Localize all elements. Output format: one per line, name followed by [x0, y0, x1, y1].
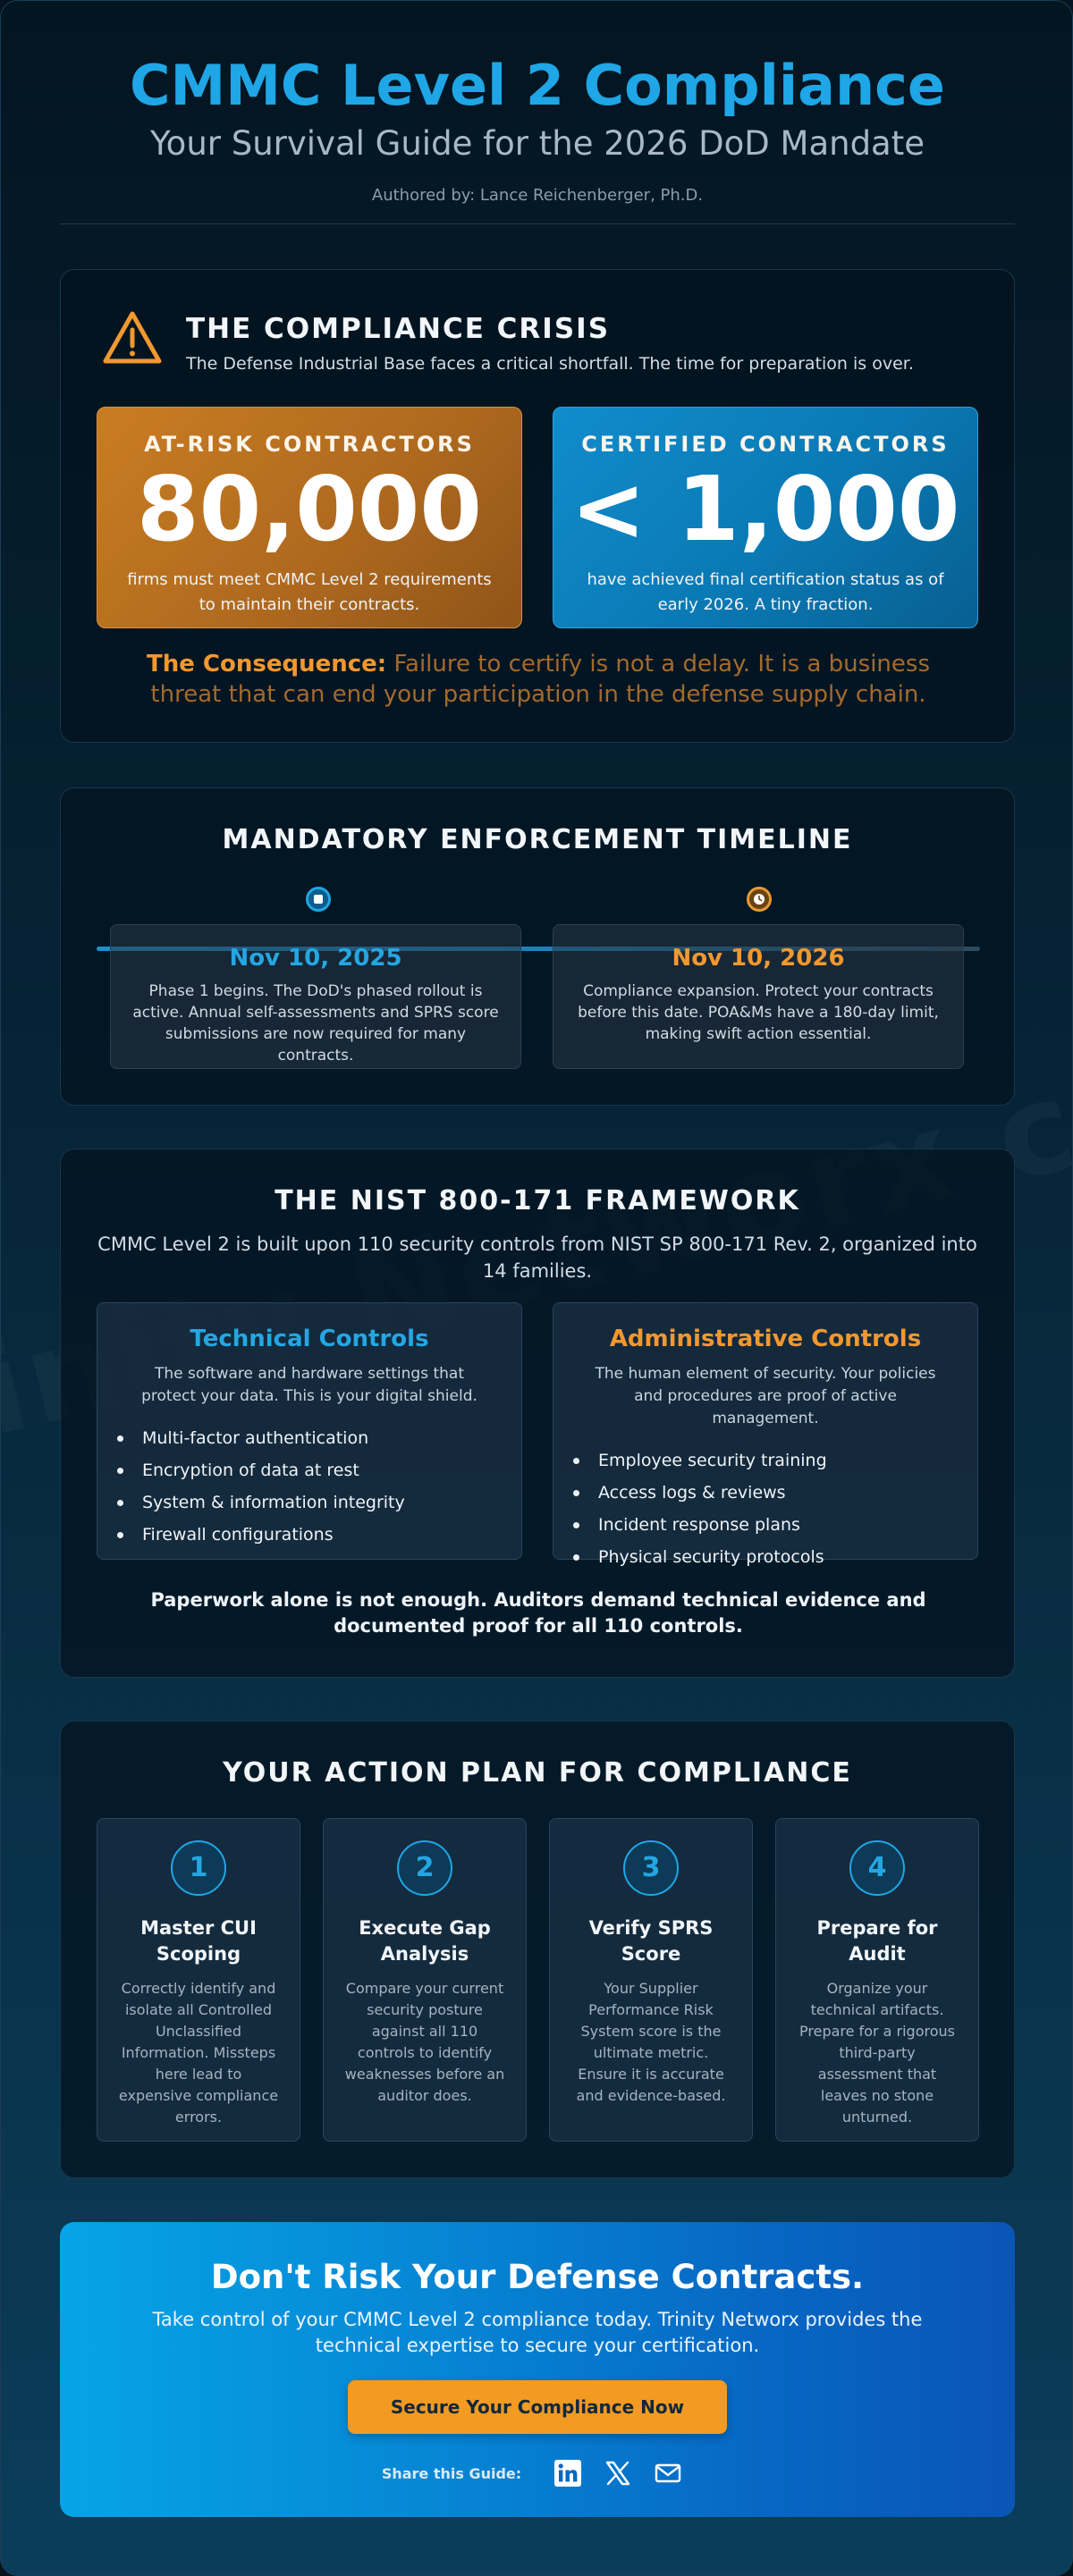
technical-controls-description: The software and hardware settings that protect your data. This is your digital shield.: [141, 1365, 477, 1405]
share-bar: [60, 2457, 1015, 2489]
list-item: Employee security training: [573, 1444, 977, 1477]
timeline-date: Nov 10, 2025: [229, 945, 402, 972]
secure-compliance-button[interactable]: Secure Your Compliance Now: [348, 2380, 727, 2434]
nist-framework-section: [60, 1149, 1015, 1678]
step-title: Execute Gap Analysis: [359, 1917, 491, 1965]
step-description: Your Supplier Performance Risk System score is the ultimate metric. Ensure it is accurate and evidence-based.: [576, 1980, 726, 2104]
nist-note: Paperwork alone is not enough. Auditors demand technical evidence and documented proof for all 110 controls.: [150, 1589, 926, 1637]
action-step-card: [775, 1818, 979, 2142]
linkedin-icon[interactable]: [552, 2457, 584, 2489]
administrative-controls-card: [553, 1302, 978, 1567]
page-title: CMMC Level 2 Compliance: [130, 53, 945, 118]
header-divider: [60, 223, 1015, 224]
list-item: Incident response plans: [573, 1509, 977, 1541]
clock-icon: [747, 887, 772, 912]
technical-controls-title: Technical Controls: [190, 1326, 429, 1352]
step-number-badge: 4: [849, 1840, 905, 1896]
warning-icon: [102, 310, 163, 366]
crisis-title: THE COMPLIANCE CRISIS: [186, 313, 611, 345]
x-icon[interactable]: [602, 2457, 634, 2489]
step-title: Verify SPRS Score: [588, 1917, 714, 1965]
nist-title: THE NIST 800-171 FRAMEWORK: [275, 1185, 800, 1216]
consequence-statement: [114, 649, 962, 710]
administrative-controls-title: Administrative Controls: [609, 1326, 922, 1352]
list-item: Encryption of data at rest: [117, 1454, 521, 1486]
step-number-badge: 1: [171, 1840, 226, 1896]
timeline-description: Compliance expansion. Protect your contracts before this date. POA&Ms have a 180-day limit, making swift action essential.: [578, 982, 939, 1043]
list-item: Physical security protocols: [573, 1541, 977, 1573]
at-risk-description: firms must meet CMMC Level 2 requirements to maintain their contracts.: [127, 570, 492, 614]
consequence-label: The Consequence:: [146, 651, 387, 678]
timeline-event: [110, 924, 521, 1069]
at-risk-value: 80,000: [137, 457, 482, 561]
timeline-event: [553, 924, 964, 1069]
cta-subtitle: Take control of your CMMC Level 2 compliance today. Trinity Networx provides the technical expertise to secure your certification.: [152, 2309, 923, 2356]
step-description: Compare your current security posture against all 110 controls to identify weaknesses before an auditor does.: [344, 1980, 505, 2104]
step-number-badge: 2: [397, 1840, 452, 1896]
timeline-date: Nov 10, 2026: [672, 945, 845, 972]
step-description: Organize your technical artifacts. Prepare for a rigorous third-party assessment that leaves no stone unturned.: [799, 1980, 955, 2126]
list-item: Multi-factor authentication: [117, 1422, 521, 1454]
certified-stat-card: [553, 407, 978, 628]
call-to-action-banner: [60, 2222, 1015, 2517]
timeline-title: MANDATORY ENFORCEMENT TIMELINE: [222, 824, 853, 855]
list-item: Access logs & reviews: [573, 1477, 977, 1509]
step-description: Correctly identify and isolate all Controlled Unclassified Information. Missteps here lead to expensive compliance errors.: [118, 1980, 279, 2126]
technical-controls-list: [97, 1422, 521, 1551]
step-title: Prepare for Audit: [816, 1917, 938, 1965]
page-header: [1, 50, 1073, 205]
list-item: Firewall configurations: [117, 1519, 521, 1551]
at-risk-stat-card: [97, 407, 522, 628]
certified-value: < 1,000: [570, 457, 960, 561]
page-subtitle: Your Survival Guide for the 2026 DoD Mandate: [150, 124, 925, 163]
cta-title: Don't Risk Your Defense Contracts.: [210, 2258, 865, 2296]
certified-label: CERTIFIED CONTRACTORS: [581, 432, 950, 457]
action-step-card: [97, 1818, 300, 2142]
at-risk-label: AT-RISK CONTRACTORS: [144, 432, 475, 457]
enforcement-timeline-section: [60, 787, 1015, 1106]
action-step-card: [549, 1818, 753, 2142]
action-step-card: [323, 1818, 527, 2142]
technical-controls-card: [97, 1302, 522, 1560]
crisis-subtitle: The Defense Industrial Base faces a critical shortfall. The time for preparation is over.: [186, 354, 914, 374]
step-number-badge: 3: [623, 1840, 679, 1896]
consequence-text: Failure to certify is not a delay. It is a business threat that can end your participation in the defense supply chain.: [150, 651, 930, 708]
compliance-crisis-section: [60, 269, 1015, 743]
timeline-description: Phase 1 begins. The DoD's phased rollout is active. Annual self-assessments and SPRS score submissions are now required for many contracts.: [132, 982, 499, 1065]
list-item: System & information integrity: [117, 1486, 521, 1519]
calendar-icon: [306, 887, 331, 912]
action-plan-title: YOUR ACTION PLAN FOR COMPLIANCE: [223, 1757, 852, 1789]
author-line: Authored by: Lance Reichenberger, Ph.D.: [371, 186, 704, 205]
share-label: Share this Guide:: [381, 2464, 522, 2482]
action-plan-section: [60, 1721, 1015, 2178]
step-title: Master CUI Scoping: [140, 1917, 257, 1965]
administrative-controls-list: [553, 1444, 977, 1573]
certified-description: have achieved final certification status as of early 2026. A tiny fraction.: [587, 570, 944, 614]
email-icon[interactable]: [652, 2457, 684, 2489]
administrative-controls-description: The human element of security. Your policies and procedures are proof of active management.: [595, 1365, 936, 1427]
nist-subtitle: CMMC Level 2 is built upon 110 security controls from NIST SP 800-171 Rev. 2, organized into 14 families.: [97, 1233, 977, 1282]
crisis-header: [102, 310, 914, 374]
